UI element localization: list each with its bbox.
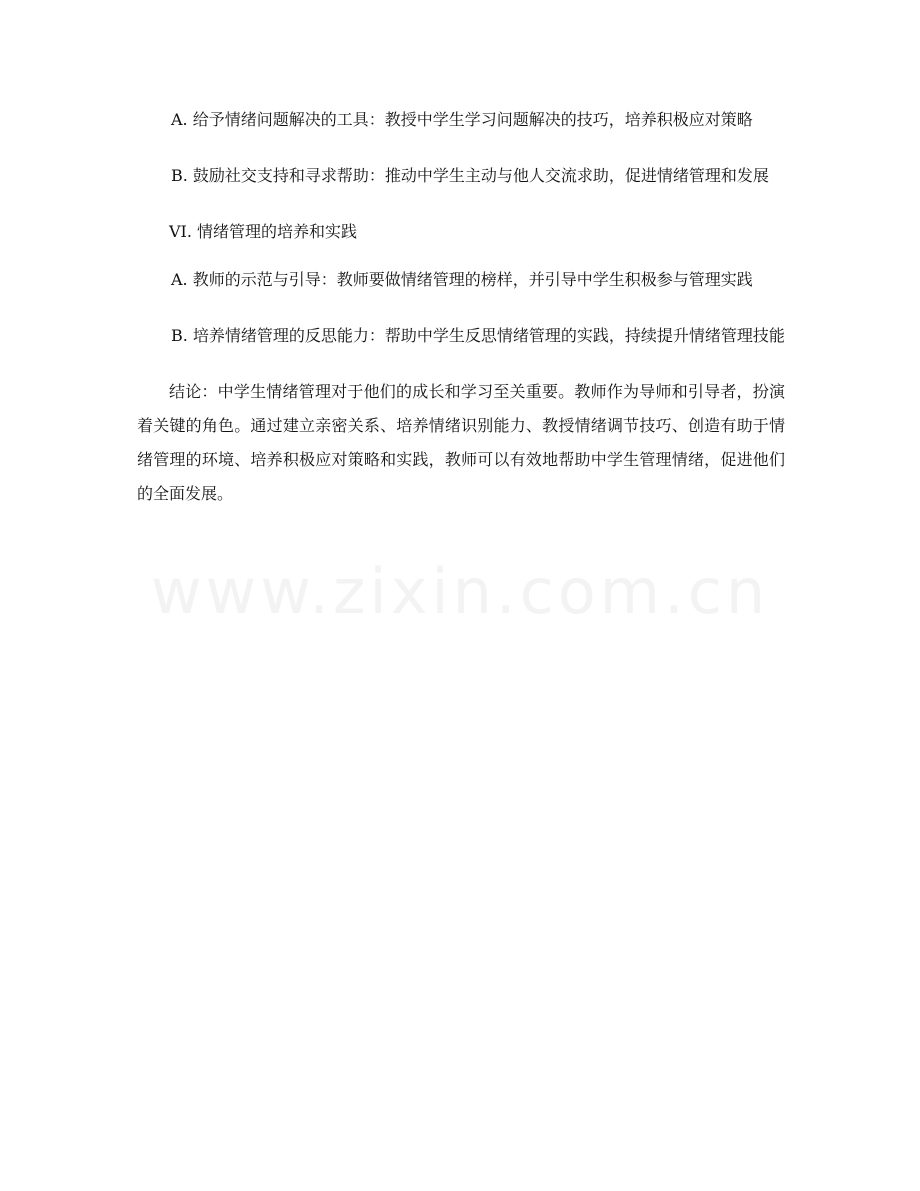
document-body [137, 103, 785, 511]
section-heading-vi: VI. 情绪管理的培养和实践 [169, 222, 358, 241]
conclusion-paragraph: 结论：中学生情绪管理对于他们的成长和学习至关重要。教师作为导师和引导者，扮演着关键的角色。通过建立亲密关系、培养情绪识别能力、教授情绪调节技巧、创造有助于情绪管理的环境、培养积极应对策略和实践，教师可以有效地帮助中学生管理情绪，促进他们的全面发展。 [137, 382, 785, 503]
item-b-reflection-ability: B. 培养情绪管理的反思能力：帮助中学生反思情绪管理的实践，持续提升情绪管理技能 [171, 326, 785, 345]
item-a-teacher-modeling: A. 教师的示范与引导：教师要做情绪管理的榜样，并引导中学生积极参与管理实践 [171, 270, 753, 289]
item-b-social-support: B. 鼓励社交支持和寻求帮助：推动中学生主动与他人交流求助，促进情绪管理和发展 [171, 166, 769, 185]
item-a-problem-solving-tools: A. 给予情绪问题解决的工具：教授中学生学习问题解决的技巧，培养积极应对策略 [171, 110, 753, 129]
watermark: www.zixin.com.cn [150, 555, 770, 628]
